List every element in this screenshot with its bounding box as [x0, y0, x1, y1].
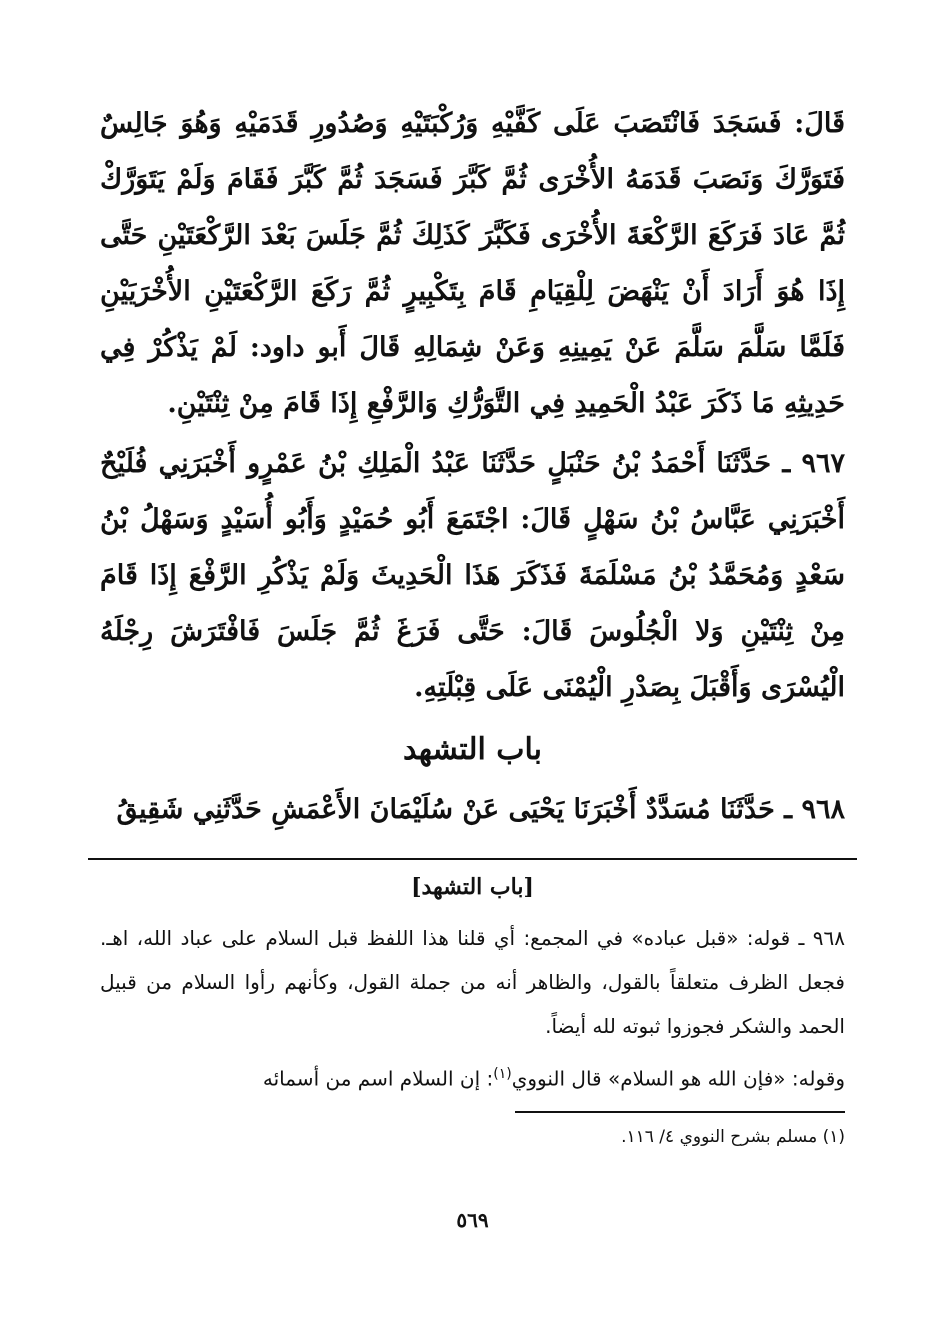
footnote-reference: (١) — [493, 1066, 512, 1082]
commentary-paragraph: ٩٦٨ ـ قوله: «قبل عباده» في المجمع: أي قلنا هذا اللفظ قبل السلام على عباد الله، اهـ. فجعل الظرف متعلقاً بالقول، والظاهر أنه من جملة القول، وكأنهم رأوا السلام من قبيل الحمد والشكر فجوزوا ثبوته لله أيضاً. — [100, 926, 845, 1038]
page-number: ٥٦٩ — [456, 1208, 489, 1232]
document-page — [100, 96, 845, 1316]
commentary-text-continued: : إن السلام اسم من أسمائه — [262, 1066, 494, 1091]
commentary-paragraph-2 — [100, 1052, 845, 1101]
hadith-paragraph: قَالَ: فَسَجَدَ فَانْتَصَبَ عَلَى كَفَّيْهِ وَرُكْبَتَيْهِ وَصُدُورِ قَدَمَيْهِ وَهُوَ جَالِسٌ فَتَوَرَّكَ وَنَصَبَ قَدَمَهُ الأُخْرَى ثُمَّ كَبَّرَ فَسَجَدَ ثُمَّ كَبَّرَ فَقَامَ وَلَمْ يَتَوَرَّكْ ثُمَّ عَادَ فَرَكَعَ الرَّكْعَةَ الأُخْرَى فَكَبَّرَ كَذَلِكَ ثُمَّ جَلَسَ بَعْدَ الرَّكْعَتَيْنِ حَتَّى إِذَا هُوَ أَرَادَ أَنْ يَنْهَضَ لِلْقِيَامِ قَامَ بِتَكْبِيرٍ ثُمَّ رَكَعَ الرَّكْعَتَيْنِ الأُخْرَيَيْنِ فَلَمَّا سَلَّمَ سَلَّمَ عَنْ يَمِينِهِ وَعَنْ شِمَالِهِ قَالَ أَبو داود: لَمْ يَذْكُرْ فِي حَدِيثِهِ مَا ذَكَرَ عَبْدُ الْحَمِيدِ فِي التَّوَرُّكِ وَالرَّفْعِ إِذَا قَامَ مِنْ ثِنْتَيْنِ. — [100, 108, 845, 419]
commentary — [100, 916, 845, 1101]
hadith-text — [100, 96, 845, 716]
hadith-967-paragraph: ٩٦٧ ـ حَدَّثَنَا أَحْمَدُ بْنُ حَنْبَلٍ حَدَّثَنَا عَبْدُ الْمَلِكِ بْنُ عَمْرٍو أَخْبَرَنِي فُلَيْحٌ أَخْبَرَنِي عَبَّاسُ بْنُ سَهْلٍ قَالَ: اجْتَمَعَ أَبُو حُمَيْدٍ وَأَبُو أُسَيْدٍ وَسَهْلُ بْنُ سَعْدٍ وَمُحَمَّدُ بْنُ مَسْلَمَةَ فَذَكَرَ هَذَا الْحَدِيثَ وَلَمْ يَذْكُرِ الرَّفْعَ إِذَا قَامَ مِنْ ثِنْتَيْنِ وَلا الْجُلُوسَ قَالَ: حَتَّى فَرَغَ ثُمَّ جَلَسَ فَافْتَرَشَ رِجْلَهُ الْيُسْرَى وَأَقْبَلَ بِصَدْرِ الْيُمْنَى عَلَى قِبْلَتِهِ. — [100, 448, 845, 703]
section-divider — [88, 858, 857, 860]
footnote: (١) مسلم بشرح النووي ٤/ ١١٦. — [621, 1126, 845, 1147]
hadith-968-line: ٩٦٨ ـ حَدَّثَنَا مُسَدَّدٌ أَخْبَرَنَا يَحْيَى عَنْ سُلَيْمَانَ الأَعْمَشِ حَدَّثَنِي شَقِيقُ — [116, 794, 845, 825]
commentary-title: [باب التشهد] — [411, 874, 534, 900]
footnote-divider — [515, 1111, 845, 1113]
commentary-text: وقوله: «فإن الله هو السلام» قال النووي — [511, 1066, 845, 1091]
chapter-title: باب التشهد — [402, 732, 543, 767]
